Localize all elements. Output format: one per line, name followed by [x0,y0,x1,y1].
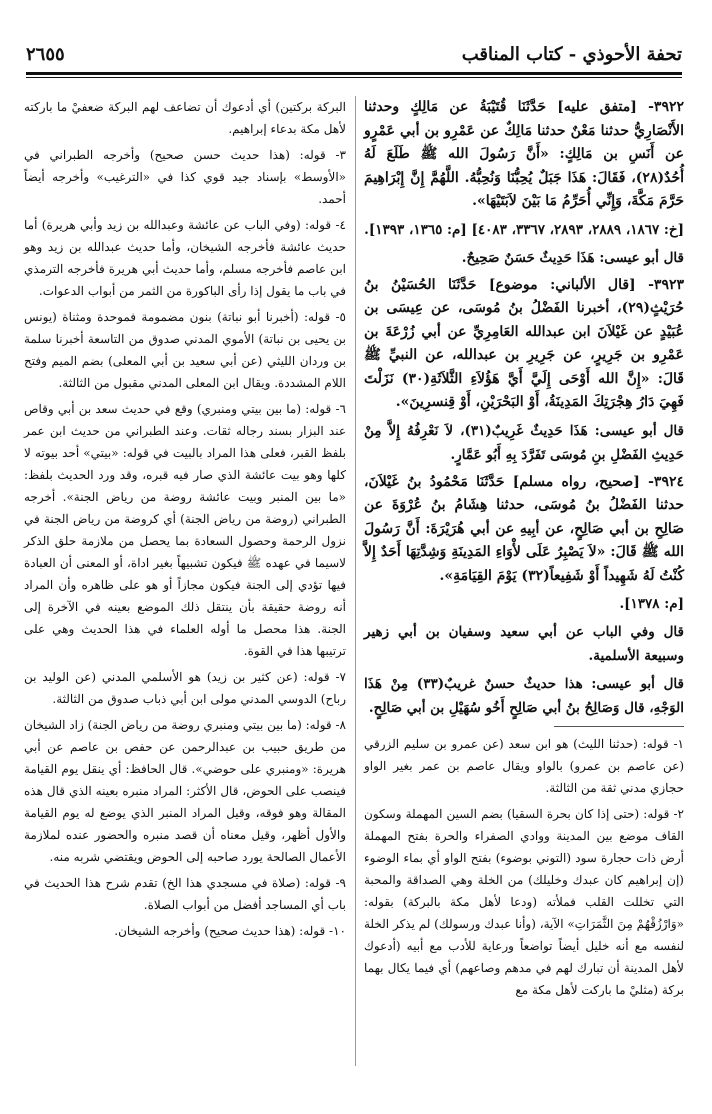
running-header [26,36,682,76]
footnote-separator [554,726,684,727]
grading-3922: قال أبو عيسى: هَذَا حَدِيثٌ حَسَنٌ صَحِيحٌ. [461,249,684,266]
commentary-note-6: ٦- قوله: (ما بين بيتي ومنبري) وقع في حديث سعد بن أبي وقاص عند البزار بسند رجاله ثقات. وعند الطبراني من حديث ابن عمر بلفظ القبر، فعلى هذا المراد بالبيت في قوله: «بيتي» أحد بيوته لا كلها وهو بيت عائشة الذي صار فيه قبره، وقد ورد الحديث بلفظ: «ما بين المنبر وبيت عائشة روضة من رياض الجنة». أخرجه الطبراني (روضة من رياض الجنة) أي كروضة من رياض الجنة في نزول الرحمة وحصول السعادة بما يحصل من ملازمة حلق الذكر لاسيما في عهده ﷺ فيكون تشبيهاً بغير اداة، أو المعنى أن العبادة فيها تؤدي إلى الجنة فيكون مجازاً أو هو على ظاهره وأن المراد أنه روضة حقيقة بأن ينتقل ذلك الموضع بعينه في الآخرة إلى الجنة. هذا محصل ما أوله العلماء في هذا الحديث وهي على ترتيبها هذا في القوة. [24,402,346,658]
page-number: ٢٦٥٥ [26,44,65,65]
header-rule [26,72,682,75]
commentary-note-2: ٢- قوله: (حتى إذا كان بحرة السقيا) بضم السين المهملة وسكون القاف موضع بين المدينة ووادي الصفراء والحرة بفتح المهملة أرض ذات حجارة سود (التوني بوضوء) بفتح الواو أي بماء الوضوء (إن إبراهيم كان عبدك وخليلك) من الخلة وهي الصداقة والمحبة التي تخللت القلب فملأته (ودعا لأهل مكة بالبركة) بقوله: «وَارْزُقْهُمْ مِنَ الثَّمَرَاتِ» الآية، (وأنا عبدك ورسولك) لم يذكر الخلة لنفسه مع أنه خليل أيضاً تواضعاً ورعاية للأدب مع أبيه (أدعوك لأهل المدينة أن تبارك لهم في مدهم وصاعهم) أي فيما يكال بهما بركة (مثليْ ما باركت لأهل مكة مع [363,807,684,997]
commentary-note-3: ٣- قوله: (هذا حديث حسن صحيح) وأخرجه الطبراني في «الأوسط» بإسناد جيد قوي كذا في «الترغيب» وأخرجه أيضاً أحمد. [24,148,346,206]
commentary-note-8: ٨- قوله: (ما بين بيتي ومنبري روضة من رياض الجنة) زاد الشيخان من طريق حبيب بن عبدالرحمن عن حفص بن عاصم عن أبي هريرة: «ومنبري على حوضي». قال الحافظ: أي ينقل يوم القيامة فينصب على الحوض، قال الأكثر: المراد منبره بعينه الذي قال هذه المقالة وهو فوقه، وقيل المراد المنبر الذي يوضع له يوم القيامة والأول أظهر، وقيل معناه أن قصد منبره والحضور عنده لملازمة الأعمال الصالحة يورد صاحبه إلى الحوض ويقتضي شربه منه. [23,718,346,864]
grading-3924: قال أبو عيسى: هذا حديثٌ حسنٌ غريبٌ(٣٣) مِنْ هَذَا الوَجْهِ، قال وَصَالِحُ بنُ أبي صَالِحٍ أَخُو سُهَيْلِ بن أبي صَالِحٍ. [364,676,684,716]
hadith-3922: ٣٩٢٢- [متفق عليه] حَدَّثَنَا قُتَيْبَةُ عن مَالِكٍ وحدثنا الأَنْصَارِيُّ حدثنا مَعْنٌ حدثنا مَالِكٌ عن عَمْرِو بن أبي عَمْرٍو عن أَنَسِ بن مَالِكٍ: «أَنَّ رَسُولَ الله ﷺ طَلَعَ لَهُ أُحُدٌ(٢٨)، فَقَالَ: هَذَا جَبَلٌ يُحِبُّنَا وَنُحِبُّهُ. اللَّهُمَّ إِنَّ إِبْرَاهِيمَ حَرَّمَ مَكَّةَ، وَإِنِّي أُحَرِّمُ مَا بَيْنَ لاَبَتَيْهَا». [364,99,684,209]
right-column [364,96,684,1005]
commentary-note-1: ١- قوله: (حدثنا الليث) هو ابن سعد (عن عمرو بن سليم الزرقي (عن عاصم بن عمرو) بالواو ويقال عاصم بن عمر بغير الواو حجازي مدني ثقة من الثالثة. [364,737,684,795]
hadith-3923: ٣٩٢٣- [قال الألباني: موضوع] حَدَّثَنَا الحُسَيْنُ بنُ حُرَيْثٍ(٢٩)، أخبرنا الفَضْلُ بنُ مُوسَى، عن عِيسَى بن عُبَيْدٍ عن غَيْلاَنَ ابن عبدالله العَامِرِيِّ عن أبي زُرْعَةَ بن عَمْرِو بن جَرِيرٍ، عن جَرِيرِ بن عبدالله، عن النبيِّ ﷺ قَالَ: «إِنَّ الله أَوْحَى إِلَيَّ أَيَّ هَؤُلاَءِ الثَّلاَثَةِ(٣٠) نَزَلْتَ فَهِيَ دَارُ هِجْرَتِكَ المَدِينَةُ، أَوْ البَحْرَيْنِ، أَوْ قِنسرِينَ». [364,276,684,410]
hadith-3922-refs: [خ: ١٨٦٧، ٢٨٨٩، ٢٨٩٣، ٣٣٦٧، ٤٠٨٣] [م: ١٣٦٥، ١٣٩٣]. [364,221,684,238]
left-column [24,96,346,946]
grading-3923: قال أبو عيسى: هَذَا حَدِيثٌ غَرِيبٌ(٣١)، لاَ نَعْرِفُهُ إِلاَّ مِنْ حَدِيثِ الفَضْلِ بنِ مُوسَى تَفَرَّدَ بِهِ أَبُو عَمَّارٍ. [364,422,684,463]
commentary-note-10: ١٠- قوله: (هذا حديث صحيح) وأخرجه الشيخان. [114,924,346,938]
commentary-note-9: ٩- قوله: (صلاة في مسجدي هذا الخ) تقدم شرح هذا الحديث في باب أي المساجد أفضل من أبواب الصلاة. [24,876,346,912]
hadith-3924-refs: [م: ١٣٧٨]. [619,596,684,612]
commentary-note-5: ٥- قوله: (أخبرنا أبو نباتة) بنون مضمومة فموحدة ومثناة (يونس بن يحيى بن نباتة) الأموي المدني صدوق من التاسعة أخبرنا سلمة بن وردان الليثي (عن أبي سعيد بن أبي المعلى) بضم الميم وفتح اللام المشددة. ويقال ابن المعلى المدني مقبول من الثالثة. [24,310,346,390]
column-divider [355,96,356,1066]
in-the-chapter: قال وفي الباب عن أبي سعيد وسفيان بن أبي زهير وسبيعة الأسلمية. [364,624,684,664]
header-rule-thin [26,77,682,78]
header-title: تحفة الأحوذي - كتاب المناقب [461,44,682,65]
commentary-note-4: ٤- قوله: (وفي الباب عن عائشة وعبدالله بن زيد وأبي هريرة) أما حديث عائشة فأخرجه الشيخان، وأما حديث عبدالله بن زيد وهو ابن عاصم فأخرجه مسلم، وأما حديث أبي هريرة فأخرجه الترمذي في باب ما يقول إذا رأى الباكورة من الثمر من أبواب الدعوات. [24,218,346,298]
commentary-note-7: ٧- قوله: (عن كثير بن زيد) هو الأسلمي المدني (عن الوليد بن رباح) الدوسي المدني مولى ابن أبي ذباب صدوق من الثالثة. [24,670,346,706]
hadith-3924: ٣٩٢٤- [صحيح، رواه مسلم] حَدَّثَنَا مَحْمُودُ بنُ غَيْلاَنَ، حدثنا الفَضْلُ بنُ مُوسَى، حدثنا هِشَامُ بنُ عُرْوَةَ عن صَالِحِ بن أبي صَالِحٍ، عن أبِيهِ عن أبي هُرَيْرَةَ: أَنَّ رَسُولَ الله ﷺ قَالَ: «لاَ يَصْبِرُ عَلَى لأْوَاءِ المَدِينَةِ وَشِدَّتِهَا أَحَدٌ إِلاَّ كُنْتُ لَهُ شَهِيداً أَوْ شَفِيعاً(٣٢) يَوْمَ القِيَامَةِ». [364,473,684,584]
commentary-note-2-cont: البركة بركتين) أي أدعوك أن تضاعف لهم البركة ضعفيْ ما باركته لأهل مكة بدعاء إبراهيم. [24,100,346,136]
